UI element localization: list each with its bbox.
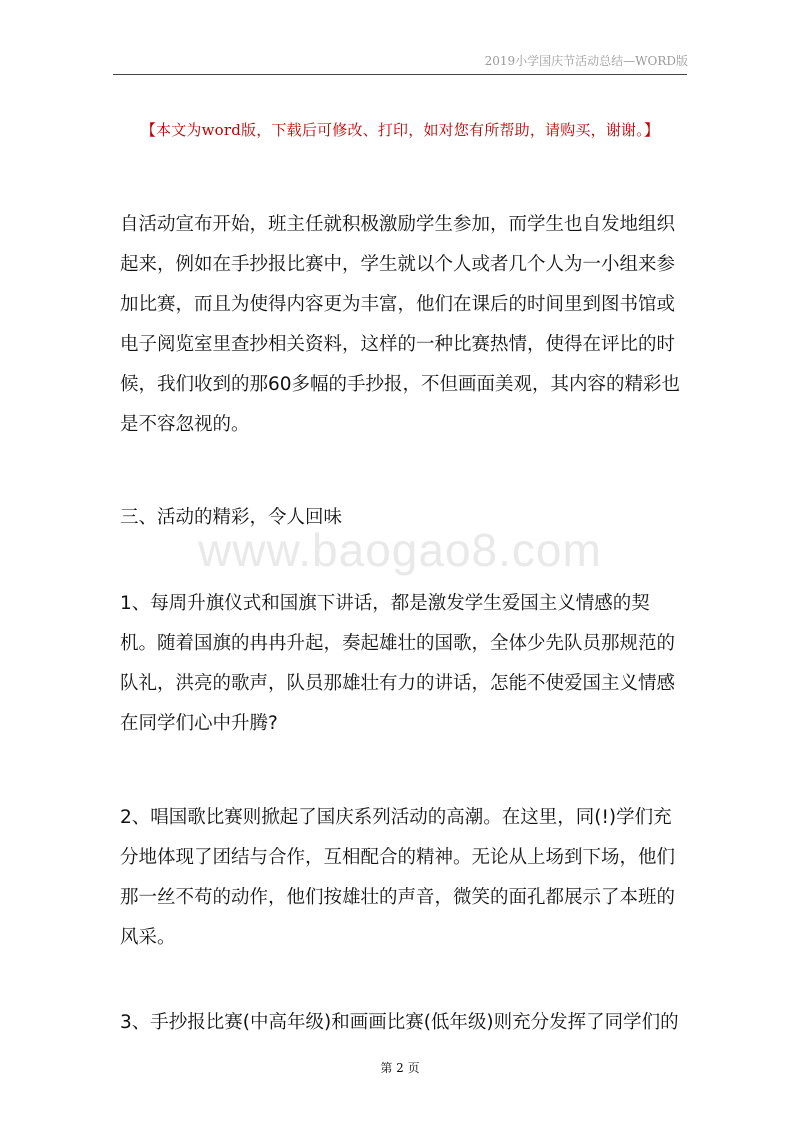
paragraph-item-2: 2、唱国歌比赛则掀起了国庆系列活动的高潮。在这里，同(!)学们充分地体现了团结与合作，互相配合的精神。无论从上场到下场，他们那一丝不苟的动作，他们按雄壮的声音，微笑的面孔都展示了本班的风采。 [120,807,676,948]
section-heading-3: 三、活动的精彩，令人回味 [120,507,343,528]
header-title: 2019小学国庆节活动总结—WORD版 [484,54,688,68]
watermark: www.baogao8.com [198,524,602,576]
paragraph-item-3: 3、手抄报比赛(中高年级)和画画比赛(低年级)则充分发挥了同学们的 [120,1012,679,1033]
paragraph-item-1: 1、每周升旗仪式和国旗下讲话，都是激发学生爱国主义情感的契机。随着国旗的冉冉升起，奏起雄壮的国歌，全体少先队员那规范的队礼，洪亮的歌声，队员那雄壮有力的讲话，怎能不使爱国主义情感在同学们心中升腾? [120,593,676,734]
page-number: 第 2 页 [380,1061,420,1075]
download-notice: 【本文为word版，下载后可修改、打印，如对您有所帮助，请购买，谢谢。】 [140,121,660,139]
paragraph-activity-intro: 自活动宣布开始，班主任就积极激励学生参加，而学生也自发地组织起来，例如在手抄报比赛中，学生就以个人或者几个人为一小组来参加比赛，而且为使得内容更为丰富，他们在课后的时间里到图书馆或电子阅览室里查抄相关资料，这样的一种比赛热情，使得在评比的时候，我们收到的那60多幅的手抄报，不但画面美观，其内容的精彩也是不容忽视的。 [120,214,681,435]
header-rule [113,74,687,75]
